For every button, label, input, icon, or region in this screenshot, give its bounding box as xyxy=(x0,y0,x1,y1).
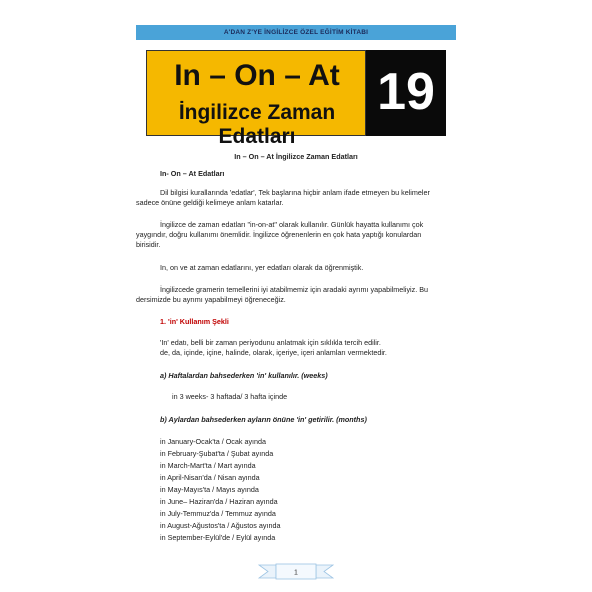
example-line: in 3 weeks- 3 haftada/ 3 hafta içinde xyxy=(172,392,288,401)
month-example: in February-Şubat'ta / Şubat ayında xyxy=(160,449,274,458)
paragraph-line: de, da, içinde, içine, halinde, olarak, içeriye, içeri anlamları vermektedir. xyxy=(160,348,387,357)
paragraph-line: dersimizde bu ayrımı yapabilmeyi öğreneceğiz. xyxy=(136,295,286,304)
month-example: in March-Mart'ta / Mart ayında xyxy=(160,461,256,470)
month-example: in May-Mayıs'ta / Mayıs ayında xyxy=(160,485,259,494)
section-heading: 1. 'in' Kullanım Şekli xyxy=(160,317,229,326)
subsection-heading: a) Haftalardan bahsederken 'in' kullanılır. (weeks) xyxy=(160,371,328,380)
paragraph-line: Dil bilgisi kurallarında 'edatlar', Tek başlarına hiçbir anlam ifade etmeyen bu kelimeler xyxy=(160,188,430,197)
book-banner: A'DAN Z'YE İNGİLİZCE ÖZEL EĞİTİM KİTABI xyxy=(136,25,456,40)
paragraph-line: 'In' edatı, belli bir zaman periyodunu anlatmak için sıklıkla tercih edilir. xyxy=(160,338,381,347)
title-yellow-box xyxy=(146,50,366,148)
paragraph-line: İngilizce de zaman edatları "in-on-at" olarak kullanılır. Günlük hayatta kullanımı çok xyxy=(160,220,424,229)
chapter-number: 19 xyxy=(377,63,435,121)
paragraph-line: birisidir. xyxy=(136,240,161,249)
paragraph-line: yaygındır, doğru kullanımı önemlidir. İngilizce öğrenenlerin en çok hata yaptığı konulardan xyxy=(136,230,422,239)
chapter-title: In – On – At xyxy=(174,59,340,92)
month-example: in April-Nisan'da / Nisan ayında xyxy=(160,473,260,482)
month-example: in September-Eylül'de / Eylül ayında xyxy=(160,533,276,542)
page-number-ribbon xyxy=(258,563,334,580)
document-heading: In – On – At İngilizce Zaman Edatları xyxy=(234,152,358,161)
paragraph-line: In, on ve at zaman edatlarını, yer edatları olarak da öğrenmiştik. xyxy=(160,263,364,272)
paragraph-line: İngilizcede gramerin temellerini iyi atabilmemiz için aradaki ayrımı yapabilmeliyiz. Bu xyxy=(160,285,429,294)
month-example: in January-Ocak'ta / Ocak ayında xyxy=(160,437,267,446)
paragraph-line: sadece önüne geldiği kelimeye anlam katarlar. xyxy=(136,198,284,207)
section-subheading: In- On – At Edatları xyxy=(160,169,225,178)
month-example: in June– Haziran'da / Haziran ayında xyxy=(160,497,278,506)
page-number: 1 xyxy=(294,569,298,577)
subsection-heading: b) Aylardan bahsederken ayların önüne 'in' getirilir. (months) xyxy=(160,415,367,424)
month-example: in July-Temmuz'da / Temmuz ayında xyxy=(160,509,276,518)
month-example: in August-Ağustos'ta / Ağustos ayında xyxy=(160,521,281,530)
chapter-number-box xyxy=(366,50,446,136)
chapter-title-block xyxy=(146,50,446,148)
chapter-subtitle: İngilizce Zaman Edatları xyxy=(178,101,336,148)
